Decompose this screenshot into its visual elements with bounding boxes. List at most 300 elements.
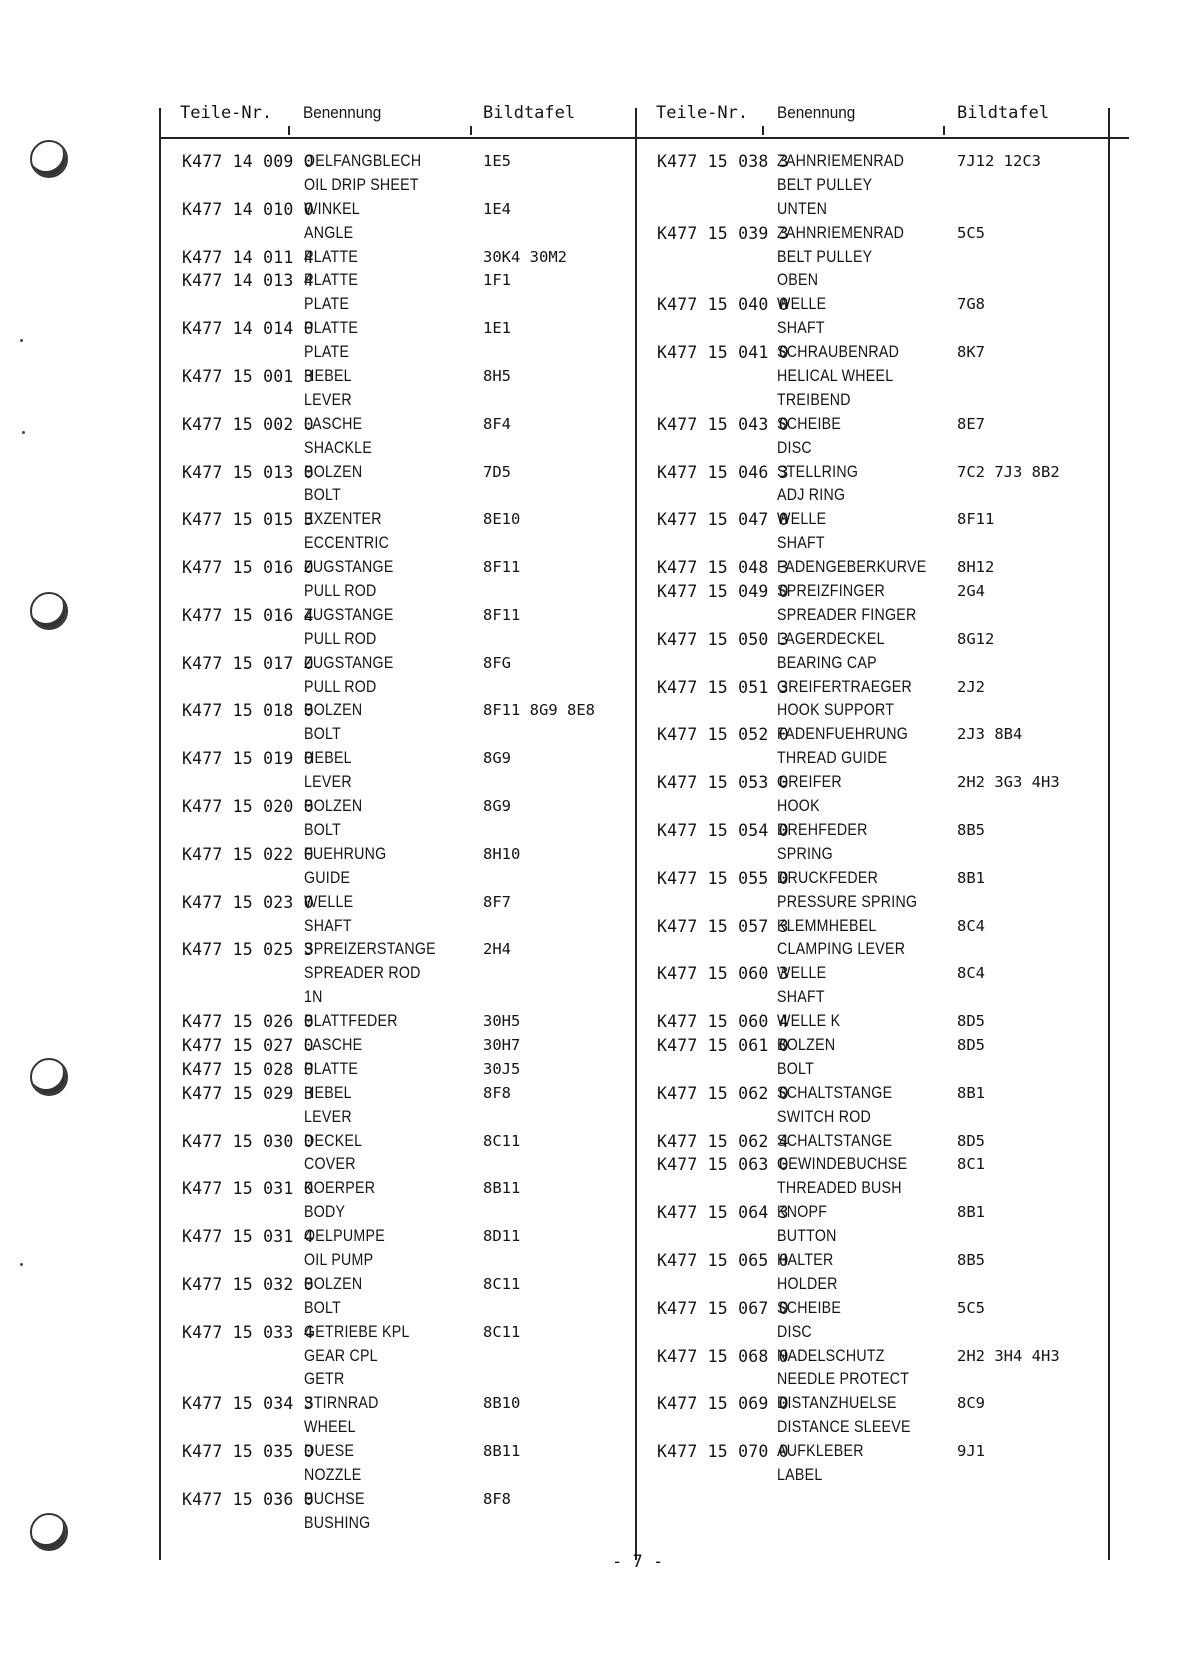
entry-row	[657, 747, 1097, 771]
part-number: K477 15 036 0	[182, 1489, 314, 1509]
part-name-english: DISTANCE SLEEVE	[777, 1418, 911, 1437]
plate-reference: 8D5	[957, 1131, 985, 1150]
part-name-german: NADELSCHUTZ	[777, 1346, 885, 1365]
part-number: K477 15 065 0	[657, 1250, 789, 1270]
part-name-english: WHEEL	[304, 1418, 356, 1437]
center-divider-line	[635, 108, 637, 1560]
part-name-german: SPREIZERSTANGE	[304, 940, 436, 959]
plate-reference: 8F8	[483, 1489, 511, 1508]
plate-reference: 2H2 3H4 4H3	[957, 1346, 1060, 1365]
plate-reference: 2H2 3G3 4H3	[957, 773, 1060, 792]
part-name-english: SHAFT	[777, 319, 825, 338]
entry-row	[657, 437, 1097, 461]
part-entry	[182, 1392, 622, 1440]
part-name-english: LEVER	[304, 773, 352, 792]
part-name-english: SPREADER ROD	[304, 964, 421, 983]
part-name-english: HOOK	[777, 797, 820, 816]
part-number: K477 15 038 3	[657, 152, 789, 171]
plate-reference: 8B10	[483, 1394, 521, 1413]
part-number: K477 15 053 0	[657, 773, 789, 793]
plate-reference: 8H10	[483, 844, 521, 863]
part-number: K477 15 060 3	[657, 964, 789, 984]
part-name-german: WELLE	[304, 892, 354, 911]
part-entry	[182, 1010, 622, 1034]
plate-reference: 1E5	[483, 152, 511, 170]
part-name-german: BOLZEN	[777, 1035, 836, 1054]
part-entry	[657, 867, 1097, 915]
entry-row	[182, 365, 622, 389]
part-name-english: DISC	[777, 438, 812, 457]
entry-row	[657, 222, 1097, 246]
part-number: K477 15 034 3	[182, 1394, 314, 1414]
part-name-german: KLEMMHEBEL	[777, 916, 877, 935]
entry-row	[657, 1058, 1097, 1082]
part-number: K477 15 052 0	[657, 725, 789, 745]
part-name-english: ANGLE	[304, 223, 354, 242]
plate-reference: 30H5	[483, 1012, 521, 1031]
part-number: K477 15 070 0	[657, 1442, 789, 1462]
part-name-english: NOZZLE	[304, 1465, 362, 1484]
entry-row	[657, 1010, 1097, 1034]
entry-row	[657, 1106, 1097, 1130]
part-number: K477 15 020 0	[182, 797, 314, 817]
plate-reference: 8B1	[957, 1083, 985, 1102]
part-name-german: SCHRAUBENRAD	[777, 343, 900, 362]
entry-row	[182, 1345, 622, 1369]
part-entry	[182, 1130, 622, 1178]
entry-row	[182, 676, 622, 700]
plate-reference: 8B1	[957, 868, 985, 887]
left-header-plate: Bildtafel	[483, 103, 576, 123]
entry-row	[182, 867, 622, 891]
plate-reference: 5C5	[957, 1298, 985, 1317]
part-entry	[182, 1488, 622, 1536]
scan-speck	[22, 431, 25, 434]
entry-row	[657, 795, 1097, 819]
entry-row	[657, 293, 1097, 317]
part-name-german: SCHALTSTANGE	[777, 1131, 893, 1150]
part-name-german: FADENGEBERKURVE	[777, 558, 927, 577]
part-entry	[657, 723, 1097, 771]
entry-row	[657, 652, 1097, 676]
plate-reference: 1E4	[483, 199, 511, 218]
entry-row	[182, 317, 622, 341]
part-name-english: SHAFT	[304, 916, 352, 935]
plate-reference: 8F7	[483, 892, 511, 911]
part-name-german: SPREIZFINGER	[777, 582, 885, 601]
part-name-german: BLATTFEDER	[304, 1012, 398, 1031]
entry-row	[657, 1368, 1097, 1392]
entry-row	[657, 628, 1097, 652]
entry-row	[657, 269, 1097, 293]
part-name-english: SPREADER FINGER	[777, 605, 917, 624]
part-name-german: HALTER	[777, 1250, 834, 1269]
plate-reference: 8G9	[483, 797, 511, 816]
part-name-english: OBEN	[777, 271, 819, 290]
plate-reference: 1E1	[483, 319, 511, 338]
part-name-german: ZAHNRIEMENRAD	[777, 223, 905, 242]
scan-speck	[20, 1263, 23, 1266]
part-entry	[182, 1058, 622, 1082]
part-entry	[182, 699, 622, 747]
part-number: K477 14 009 0	[182, 152, 314, 171]
part-number: K477 15 069 0	[657, 1394, 789, 1414]
part-entry	[182, 365, 622, 413]
part-entry	[657, 508, 1097, 556]
entry-row	[182, 389, 622, 413]
plate-reference: 2H4	[483, 940, 511, 959]
entry-row	[182, 532, 622, 556]
entry-row	[657, 1464, 1097, 1488]
entry-row	[657, 1153, 1097, 1177]
binder-hole-icon	[30, 1513, 68, 1551]
plate-reference: 8H12	[957, 558, 995, 577]
part-name-german: ZAHNRIEMENRAD	[777, 152, 905, 170]
entry-row	[657, 1177, 1097, 1201]
entry-row	[657, 604, 1097, 628]
binder-hole-icon	[30, 140, 68, 178]
part-name-german: OELFANGBLECH	[304, 152, 422, 170]
binder-hole-icon	[30, 1058, 68, 1096]
part-number: K477 15 032 0	[182, 1274, 314, 1294]
part-number: K477 15 039 3	[657, 223, 789, 243]
part-number: K477 15 046 3	[657, 462, 789, 482]
part-number: K477 15 061 0	[657, 1035, 789, 1055]
plate-reference: 2G4	[957, 582, 985, 601]
part-name-german: HEBEL	[304, 367, 352, 386]
part-name-german: SCHEIBE	[777, 414, 842, 433]
part-entry	[182, 891, 622, 939]
plate-reference: 8D5	[957, 1012, 985, 1031]
right-header-plate: Bildtafel	[957, 103, 1050, 123]
part-name-english: BELT PULLEY	[777, 247, 873, 266]
part-number: K477 15 057 3	[657, 916, 789, 936]
part-number: K477 15 055 0	[657, 868, 789, 888]
entry-row	[182, 1512, 622, 1536]
part-entry	[182, 317, 622, 365]
part-name-english: THREAD GUIDE	[777, 749, 888, 768]
part-name-english: LABEL	[777, 1465, 823, 1484]
part-name-german: WELLE	[777, 510, 827, 529]
part-entry	[657, 1082, 1097, 1130]
part-number: K477 15 063 0	[657, 1155, 789, 1175]
plate-reference: 8C11	[483, 1274, 521, 1293]
entry-row	[182, 843, 622, 867]
part-entry	[182, 1034, 622, 1058]
part-name-german: LASCHE	[304, 414, 363, 433]
entry-row	[182, 269, 622, 293]
part-number: K477 15 031 0	[182, 1179, 314, 1199]
plate-reference: 8C1	[957, 1155, 985, 1174]
part-entry	[657, 1201, 1097, 1249]
part-entry	[657, 222, 1097, 294]
part-name-german: GREIFER	[777, 773, 842, 792]
part-name-english: SPRING	[777, 844, 833, 863]
part-entry	[657, 1392, 1097, 1440]
entry-row	[657, 1416, 1097, 1440]
part-number: K477 14 011 4	[182, 247, 314, 267]
plate-reference: 8F11 8G9 8E8	[483, 701, 595, 720]
part-name-english: COVER	[304, 1155, 356, 1174]
part-name-english: SHAFT	[777, 534, 825, 553]
part-entry	[182, 1273, 622, 1321]
plate-reference: 8E10	[483, 510, 521, 529]
part-entry	[182, 508, 622, 556]
part-name-german: DECKEL	[304, 1131, 363, 1150]
page-number: - 7 -	[612, 1552, 664, 1572]
part-entry	[657, 1249, 1097, 1297]
part-name-german: PLATTE	[304, 271, 359, 290]
entry-row	[657, 556, 1097, 580]
entry-row	[182, 1464, 622, 1488]
part-name-english: UNTEN	[777, 199, 828, 218]
entry-row	[182, 771, 622, 795]
part-name-german: WELLE	[777, 295, 827, 314]
right-parts-column	[657, 150, 1097, 1488]
part-name-german: PLATTE	[304, 247, 359, 266]
entry-row	[182, 747, 622, 771]
entry-row	[182, 1010, 622, 1034]
part-name-german: WINKEL	[304, 199, 360, 218]
plate-reference: 8B1	[957, 1203, 985, 1222]
entry-row	[182, 1440, 622, 1464]
part-entry	[182, 843, 622, 891]
part-number: K477 15 050 3	[657, 629, 789, 649]
entry-row	[657, 1345, 1097, 1369]
entry-row	[182, 699, 622, 723]
plate-reference: 7C2 7J3 8B2	[957, 462, 1060, 481]
binder-hole-icon	[30, 592, 68, 630]
part-name-german: KNOPF	[777, 1203, 828, 1222]
entry-row	[657, 198, 1097, 222]
entry-row	[657, 413, 1097, 437]
entry-row	[657, 723, 1097, 747]
part-number: K477 15 017 0	[182, 653, 314, 673]
entry-row	[182, 293, 622, 317]
part-number: K477 15 031 4	[182, 1227, 314, 1247]
part-name-german: LAGERDECKEL	[777, 629, 885, 648]
part-name-english: BOLT	[304, 486, 342, 505]
part-name-english: NEEDLE PROTECT	[777, 1370, 910, 1389]
entry-row	[182, 1273, 622, 1297]
header-tick	[288, 126, 290, 135]
part-name-german: WELLE	[777, 964, 827, 983]
part-entry	[657, 556, 1097, 580]
entry-row	[657, 389, 1097, 413]
part-name-german: SCHEIBE	[777, 1298, 842, 1317]
entry-row	[657, 676, 1097, 700]
entry-row	[182, 986, 622, 1010]
part-number: K477 15 060 4	[657, 1012, 789, 1032]
part-number: K477 15 051 3	[657, 677, 789, 697]
part-name-english: 1N	[304, 988, 323, 1007]
part-number: K477 15 001 3	[182, 367, 314, 387]
entry-row	[657, 1225, 1097, 1249]
entry-row	[182, 1106, 622, 1130]
entry-row	[657, 580, 1097, 604]
part-name-english: PLATE	[304, 295, 350, 314]
left-border-line	[159, 108, 161, 1560]
part-entry	[182, 1082, 622, 1130]
part-entry	[182, 198, 622, 246]
entry-row	[182, 1368, 622, 1392]
entry-row	[657, 1249, 1097, 1273]
entry-row	[657, 341, 1097, 365]
plate-reference: 8B5	[957, 820, 985, 839]
part-entry	[657, 1345, 1097, 1393]
entry-row	[182, 1058, 622, 1082]
part-name-german: AUFKLEBER	[777, 1442, 864, 1461]
part-entry	[657, 628, 1097, 676]
part-name-english: OIL PUMP	[304, 1250, 374, 1269]
plate-reference: 30J5	[483, 1059, 521, 1078]
part-name-german: DISTANZHUELSE	[777, 1394, 897, 1413]
part-name-english: TREIBEND	[777, 390, 851, 409]
part-name-german: EXZENTER	[304, 510, 382, 529]
plate-reference: 8B5	[957, 1250, 985, 1269]
left-header-part-number: Teile-Nr.	[180, 103, 273, 123]
plate-reference: 8FG	[483, 653, 511, 672]
part-name-german: PLATTE	[304, 319, 359, 338]
entry-row	[182, 938, 622, 962]
entry-row	[657, 150, 1097, 174]
entry-row	[657, 1297, 1097, 1321]
plate-reference: 30H7	[483, 1035, 521, 1054]
part-name-german: DUESE	[304, 1442, 355, 1461]
part-number: K477 15 035 0	[182, 1442, 314, 1462]
part-entry	[182, 1440, 622, 1488]
part-entry	[657, 341, 1097, 413]
entry-row	[182, 198, 622, 222]
part-name-german: BOLZEN	[304, 797, 363, 816]
entry-row	[182, 461, 622, 485]
part-number: K477 14 010 0	[182, 199, 314, 219]
entry-row	[657, 915, 1097, 939]
part-number: K477 15 041 0	[657, 343, 789, 363]
part-entry	[657, 1130, 1097, 1154]
plate-reference: 8K7	[957, 343, 985, 362]
plate-reference: 8F11	[483, 605, 521, 624]
entry-row	[657, 246, 1097, 270]
part-entry	[657, 1034, 1097, 1082]
part-name-english: SHACKLE	[304, 438, 373, 457]
entry-row	[657, 317, 1097, 341]
entry-row	[657, 1273, 1097, 1297]
part-name-english: SHAFT	[777, 988, 825, 1007]
part-name-german: PLATTE	[304, 1059, 359, 1078]
plate-reference: 30K4 30M2	[483, 247, 567, 266]
entry-row	[657, 843, 1097, 867]
part-entry	[657, 1440, 1097, 1488]
part-number: K477 15 023 0	[182, 892, 314, 912]
left-header-name: Benennung	[303, 103, 382, 122]
part-entry	[182, 795, 622, 843]
part-number: K477 15 002 0	[182, 414, 314, 434]
entry-row	[657, 532, 1097, 556]
entry-row	[182, 1416, 622, 1440]
part-name-english: THREADED BUSH	[777, 1179, 902, 1198]
entry-row	[182, 795, 622, 819]
entry-row	[182, 437, 622, 461]
part-entry	[182, 1225, 622, 1273]
part-name-german: OELPUMPE	[304, 1227, 385, 1246]
part-name-english: BOLT	[777, 1059, 815, 1078]
entry-row	[182, 604, 622, 628]
part-name-german: ZUGSTANGE	[304, 605, 394, 624]
part-entry	[182, 413, 622, 461]
plate-reference: 8D11	[483, 1227, 521, 1246]
entry-row	[182, 1297, 622, 1321]
plate-reference: 8C4	[957, 964, 985, 983]
part-name-english: SWITCH ROD	[777, 1107, 872, 1126]
entry-row	[657, 1201, 1097, 1225]
plate-reference: 8B11	[483, 1179, 521, 1198]
entry-row	[182, 174, 622, 198]
part-name-german: STELLRING	[777, 462, 859, 481]
part-entry	[657, 413, 1097, 461]
entry-row	[182, 246, 622, 270]
part-name-german: BOLZEN	[304, 1274, 363, 1293]
part-name-german: WELLE K	[777, 1012, 841, 1031]
part-name-english: DISC	[777, 1322, 812, 1341]
plate-reference: 8F8	[483, 1083, 511, 1102]
part-name-german: HEBEL	[304, 749, 352, 768]
entry-row	[657, 1034, 1097, 1058]
part-name-english: BELT PULLEY	[777, 175, 873, 194]
entry-row	[182, 723, 622, 747]
part-name-english: ECCENTRIC	[304, 534, 390, 553]
part-entry	[657, 819, 1097, 867]
part-name-german: BOLZEN	[304, 462, 363, 481]
part-name-english: ADJ RING	[777, 486, 846, 505]
part-name-german: GREIFERTRAEGER	[777, 677, 913, 696]
entry-row	[657, 1440, 1097, 1464]
header-rule	[159, 137, 1129, 139]
entry-row	[182, 819, 622, 843]
part-name-english: BOLT	[304, 1298, 342, 1317]
part-number: K477 15 068 0	[657, 1346, 789, 1366]
plate-reference: 8C4	[957, 916, 985, 935]
part-number: K477 15 048 3	[657, 558, 789, 578]
part-entry	[657, 1010, 1097, 1034]
entry-row	[657, 891, 1097, 915]
entry-row	[182, 341, 622, 365]
right-header-part-number: Teile-Nr.	[656, 103, 749, 123]
part-number: K477 14 014 0	[182, 319, 314, 339]
plate-reference: 8G12	[957, 629, 995, 648]
part-name-german: FUEHRUNG	[304, 844, 387, 863]
part-entry	[182, 1321, 622, 1393]
part-name-german: SCHALTSTANGE	[777, 1083, 893, 1102]
part-number: K477 15 026 0	[182, 1012, 314, 1032]
part-name-german: GETRIEBE KPL	[304, 1322, 410, 1341]
part-name-english: HOLDER	[777, 1274, 838, 1293]
part-name-english: GEAR CPL	[304, 1346, 378, 1365]
plate-reference: 2J3 8B4	[957, 725, 1023, 744]
part-entry	[182, 556, 622, 604]
entry-row	[182, 1130, 622, 1154]
part-name-german: GEWINDEBUCHSE	[777, 1155, 908, 1174]
part-number: K477 15 028 0	[182, 1059, 314, 1079]
part-entry	[657, 771, 1097, 819]
entry-row	[182, 580, 622, 604]
plate-reference: 8G9	[483, 749, 511, 768]
part-name-german: LASCHE	[304, 1035, 363, 1054]
part-entry	[657, 150, 1097, 222]
entry-row	[182, 484, 622, 508]
part-name-german: STIRNRAD	[304, 1394, 379, 1413]
entry-row	[182, 556, 622, 580]
